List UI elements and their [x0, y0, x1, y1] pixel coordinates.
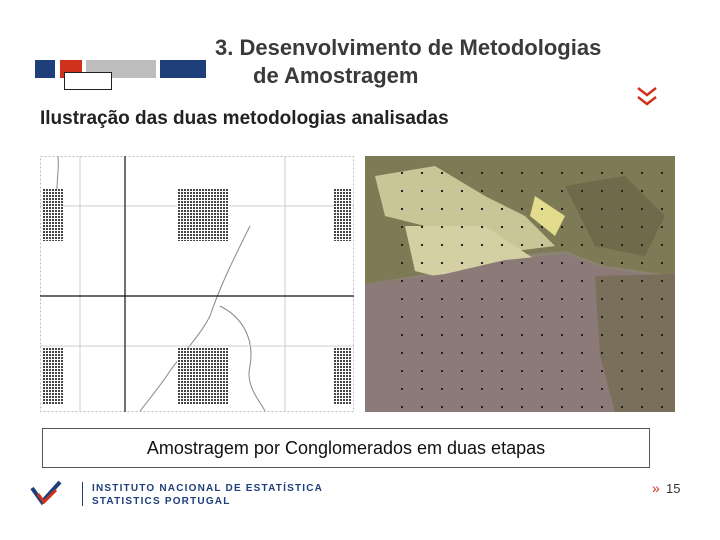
- sample-point: [521, 370, 523, 372]
- sample-point: [441, 262, 443, 264]
- sample-point: [521, 334, 523, 336]
- caption-box: [42, 428, 650, 468]
- cluster-block: [334, 189, 352, 241]
- sample-point: [561, 370, 563, 372]
- sample-point: [481, 316, 483, 318]
- sample-point: [501, 298, 503, 300]
- sample-point: [601, 298, 603, 300]
- sample-point: [401, 334, 403, 336]
- sample-point: [501, 280, 503, 282]
- sample-point: [521, 244, 523, 246]
- sample-point: [561, 388, 563, 390]
- sample-point: [641, 208, 643, 210]
- sample-point: [661, 298, 663, 300]
- sample-point: [461, 388, 463, 390]
- sample-point: [541, 370, 543, 372]
- sample-point: [421, 208, 423, 210]
- sample-point: [541, 280, 543, 282]
- sample-point: [601, 190, 603, 192]
- sample-point: [501, 334, 503, 336]
- sample-point: [441, 190, 443, 192]
- sample-point: [621, 334, 623, 336]
- sample-point: [441, 298, 443, 300]
- sample-point: [561, 316, 563, 318]
- sample-point: [401, 244, 403, 246]
- sample-point: [481, 298, 483, 300]
- sample-point: [481, 172, 483, 174]
- sample-point: [641, 244, 643, 246]
- sample-point: [461, 280, 463, 282]
- sample-point: [581, 406, 583, 408]
- slide-title-line1: 3. Desenvolvimento de Metodologias: [215, 35, 602, 60]
- sample-point: [601, 280, 603, 282]
- sample-point: [461, 172, 463, 174]
- sample-point: [541, 316, 543, 318]
- sample-point: [401, 298, 403, 300]
- sample-point: [421, 172, 423, 174]
- sample-point: [441, 334, 443, 336]
- sample-point: [461, 244, 463, 246]
- sample-point: [601, 244, 603, 246]
- sample-point: [581, 334, 583, 336]
- sample-point: [481, 406, 483, 408]
- sample-point: [561, 298, 563, 300]
- sample-point: [541, 334, 543, 336]
- sample-point: [461, 262, 463, 264]
- sample-point: [441, 244, 443, 246]
- sample-point: [421, 370, 423, 372]
- sample-point: [641, 190, 643, 192]
- sample-point: [641, 334, 643, 336]
- sample-point: [641, 406, 643, 408]
- sample-point: [621, 172, 623, 174]
- sample-point: [441, 370, 443, 372]
- sample-point: [661, 244, 663, 246]
- sample-point: [581, 352, 583, 354]
- sample-point: [481, 226, 483, 228]
- sample-point: [641, 226, 643, 228]
- sample-point: [661, 334, 663, 336]
- header-block-blue: [35, 60, 55, 78]
- sample-point: [501, 226, 503, 228]
- sample-point: [641, 262, 643, 264]
- sample-point: [521, 172, 523, 174]
- sample-point: [541, 406, 543, 408]
- sample-point: [561, 352, 563, 354]
- sample-point: [521, 190, 523, 192]
- sample-point: [401, 388, 403, 390]
- sample-point: [661, 316, 663, 318]
- sample-point: [501, 406, 503, 408]
- cluster-block: [43, 348, 63, 404]
- sample-point: [401, 208, 403, 210]
- sample-point: [641, 352, 643, 354]
- header-block-blue-2: [160, 60, 206, 78]
- sample-point: [521, 226, 523, 228]
- sample-point: [501, 172, 503, 174]
- page-number: 15: [666, 481, 681, 496]
- sample-point: [661, 280, 663, 282]
- sample-point: [441, 388, 443, 390]
- sample-point: [541, 190, 543, 192]
- sample-point: [541, 208, 543, 210]
- sample-point: [541, 298, 543, 300]
- page-marker-icon: »: [652, 480, 660, 496]
- sample-point: [621, 388, 623, 390]
- sample-point: [521, 316, 523, 318]
- sample-point: [421, 280, 423, 282]
- sample-point: [441, 226, 443, 228]
- sample-point: [621, 406, 623, 408]
- sample-point: [541, 352, 543, 354]
- sample-point: [601, 172, 603, 174]
- sample-point: [581, 172, 583, 174]
- sample-point: [421, 406, 423, 408]
- sample-point: [661, 406, 663, 408]
- sample-point: [581, 316, 583, 318]
- sample-point: [661, 226, 663, 228]
- slide-title: [215, 34, 715, 90]
- sample-point: [521, 388, 523, 390]
- sample-point: [561, 190, 563, 192]
- sample-point: [541, 244, 543, 246]
- sample-point: [461, 352, 463, 354]
- sample-point: [621, 316, 623, 318]
- sample-point: [601, 406, 603, 408]
- sample-point: [521, 208, 523, 210]
- sample-point: [401, 280, 403, 282]
- logo-divider: [82, 482, 83, 506]
- sample-point: [661, 388, 663, 390]
- sample-point: [581, 244, 583, 246]
- sample-point: [461, 334, 463, 336]
- sample-point: [541, 388, 543, 390]
- sample-point: [601, 388, 603, 390]
- sample-point: [501, 370, 503, 372]
- sample-point: [421, 190, 423, 192]
- sample-point: [501, 244, 503, 246]
- sample-point: [421, 388, 423, 390]
- sample-point: [581, 190, 583, 192]
- sample-point: [481, 352, 483, 354]
- sample-point: [581, 226, 583, 228]
- sample-point: [401, 406, 403, 408]
- sample-point: [621, 298, 623, 300]
- sample-point: [621, 190, 623, 192]
- sample-point: [581, 370, 583, 372]
- sample-point: [501, 208, 503, 210]
- sample-point: [601, 262, 603, 264]
- sample-point: [621, 262, 623, 264]
- sample-point: [441, 316, 443, 318]
- figure-caption: Amostragem por Conglomerados em duas etapas: [146, 437, 546, 458]
- sample-point: [461, 316, 463, 318]
- sample-point: [401, 262, 403, 264]
- sample-point: [661, 370, 663, 372]
- sample-point: [561, 262, 563, 264]
- land-use-map-figure: [365, 156, 675, 412]
- sample-point: [621, 280, 623, 282]
- sample-point: [581, 298, 583, 300]
- sample-point: [501, 262, 503, 264]
- sample-point: [481, 334, 483, 336]
- sample-point: [441, 172, 443, 174]
- cluster-block: [43, 189, 63, 241]
- sample-point: [461, 190, 463, 192]
- cluster-grid-figure: [40, 156, 354, 412]
- sample-point: [621, 370, 623, 372]
- sample-point: [601, 316, 603, 318]
- sample-point: [421, 316, 423, 318]
- slide-title-line2: de Amostragem: [253, 63, 419, 88]
- sample-point: [661, 352, 663, 354]
- sample-point: [561, 172, 563, 174]
- sample-point: [481, 388, 483, 390]
- sample-point: [601, 334, 603, 336]
- org-name: INSTITUTO NACIONAL DE ESTATÍSTICA: [92, 483, 324, 494]
- sample-point: [581, 208, 583, 210]
- org-name-en: STATISTICS PORTUGAL: [92, 496, 231, 507]
- sample-point: [501, 190, 503, 192]
- cluster-block: [334, 348, 352, 404]
- sample-point: [661, 172, 663, 174]
- sample-point: [541, 262, 543, 264]
- sample-point: [661, 208, 663, 210]
- sample-point: [541, 172, 543, 174]
- sample-point: [601, 352, 603, 354]
- sample-point: [621, 244, 623, 246]
- sample-point: [601, 226, 603, 228]
- sample-point: [461, 226, 463, 228]
- sample-point: [641, 172, 643, 174]
- sample-point: [641, 316, 643, 318]
- sample-point: [621, 352, 623, 354]
- sample-point: [401, 190, 403, 192]
- sample-point: [461, 406, 463, 408]
- sample-point: [421, 334, 423, 336]
- cluster-block: [177, 348, 229, 404]
- sample-point: [421, 244, 423, 246]
- slide-subtitle: Ilustração das duas metodologias analisadas: [40, 108, 449, 129]
- sample-point: [481, 208, 483, 210]
- sample-point: [501, 388, 503, 390]
- sample-point: [601, 208, 603, 210]
- double-chevron-down-icon: [636, 86, 658, 108]
- sample-point: [521, 298, 523, 300]
- sample-point: [461, 208, 463, 210]
- sample-point: [421, 262, 423, 264]
- sample-point: [641, 370, 643, 372]
- sample-point: [461, 298, 463, 300]
- sample-point: [501, 316, 503, 318]
- cluster-block: [177, 189, 229, 241]
- sample-point: [401, 226, 403, 228]
- sample-point: [421, 298, 423, 300]
- sample-point: [401, 316, 403, 318]
- sample-point: [621, 208, 623, 210]
- sample-point: [401, 352, 403, 354]
- sample-point: [421, 352, 423, 354]
- header-outline-box: [64, 72, 112, 90]
- sample-point: [561, 280, 563, 282]
- sample-point: [521, 280, 523, 282]
- sample-point: [481, 190, 483, 192]
- sample-point: [581, 388, 583, 390]
- sample-point: [401, 172, 403, 174]
- sample-point: [521, 352, 523, 354]
- sample-point: [481, 262, 483, 264]
- sample-point: [601, 370, 603, 372]
- sample-point: [661, 190, 663, 192]
- sample-point: [561, 406, 563, 408]
- sample-point: [481, 370, 483, 372]
- sample-point: [661, 262, 663, 264]
- sample-point: [461, 370, 463, 372]
- sample-point: [401, 370, 403, 372]
- sample-point: [441, 208, 443, 210]
- sample-point: [561, 208, 563, 210]
- sample-point: [541, 226, 543, 228]
- sample-point: [561, 244, 563, 246]
- sample-point: [641, 388, 643, 390]
- sample-point: [641, 280, 643, 282]
- sample-point: [641, 298, 643, 300]
- sample-point: [621, 226, 623, 228]
- sample-point: [481, 280, 483, 282]
- sample-point: [441, 280, 443, 282]
- sample-point: [581, 280, 583, 282]
- sample-point: [421, 226, 423, 228]
- sample-point: [581, 262, 583, 264]
- sample-point: [521, 262, 523, 264]
- sample-point: [441, 406, 443, 408]
- sample-point: [561, 334, 563, 336]
- sample-point: [521, 406, 523, 408]
- sample-point: [481, 244, 483, 246]
- sample-point: [501, 352, 503, 354]
- sample-point: [441, 352, 443, 354]
- sample-point: [561, 226, 563, 228]
